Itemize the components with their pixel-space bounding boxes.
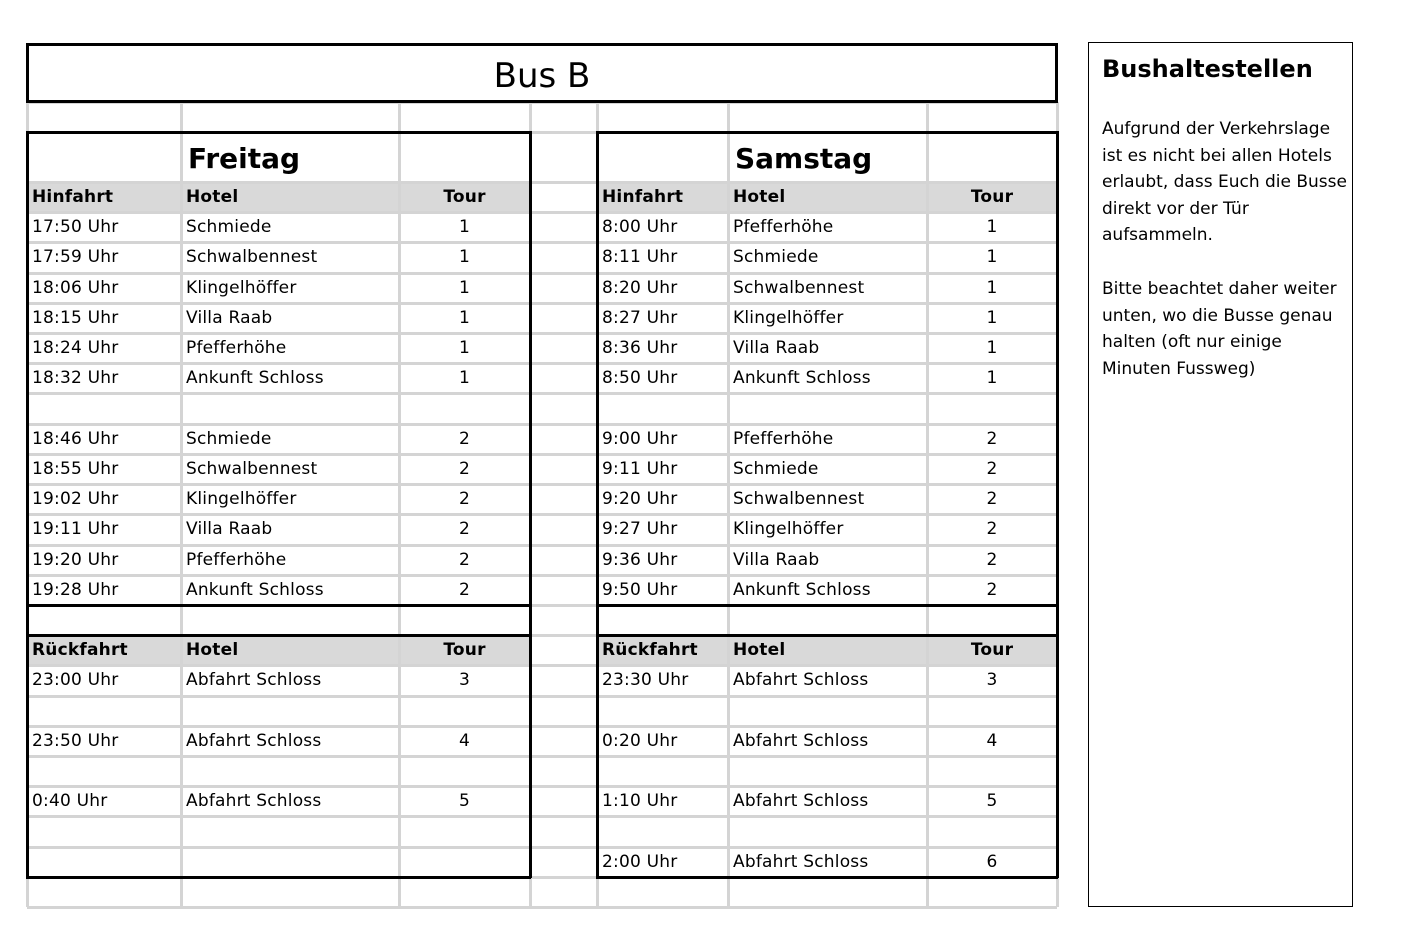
table-cell-tour [927,696,1057,726]
table-cell-time: 8:11 Uhr [602,247,678,267]
table-cell-time: 9:20 Uhr [602,489,678,509]
table-cell-time: 23:50 Uhr [32,731,119,751]
table-cell-time: 23:00 Uhr [32,670,119,690]
table-cell-tour: 1 [986,338,998,358]
table-cell-hotel [186,756,398,786]
table-cell-tour [399,756,530,786]
column-header-hotel: Hotel [733,640,786,660]
table-cell-time: 18:32 Uhr [32,368,119,388]
table-cell-hotel: Schmiede [186,429,272,449]
table-cell-tour [399,696,530,726]
table-cell-tour: 1 [986,278,998,298]
table-cell-tour: 2 [458,459,471,479]
table-cell-hotel: Klingelhöffer [186,489,297,509]
table-cell-tour [399,847,530,877]
table-cell-time [602,696,727,726]
table-cell-hotel: Schmiede [186,217,272,237]
day-heading-freitag: Freitag [188,142,301,175]
table-cell-tour: 2 [986,580,998,600]
column-header-time: Rückfahrt [32,640,128,660]
table-cell-time: 9:11 Uhr [602,459,678,479]
table-cell-hotel: Villa Raab [186,519,273,539]
table-cell-time: 9:00 Uhr [602,429,678,449]
table-cell-time: 18:24 Uhr [32,338,119,358]
table-cell-time: 19:11 Uhr [32,519,119,539]
column-header-hotel: Hotel [186,640,239,660]
table-border [26,131,29,606]
table-cell-time: 8:36 Uhr [602,338,678,358]
info-paragraph-1: Aufgrund der Verkehrslage ist es nicht bei allen Hotels erlaubt, dass Euch die Busse direkt vor der Tür aufsammeln. [1102,119,1347,246]
table-cell-tour [399,393,530,423]
table-cell-hotel: Abfahrt Schloss [733,731,869,751]
table-cell-tour: 1 [458,368,471,388]
table-cell-time: 9:27 Uhr [602,519,678,539]
table-cell-hotel: Schwalbennest [733,278,865,298]
table-cell-tour: 5 [986,791,998,811]
grid-row-line [27,906,1057,909]
table-cell-tour: 2 [986,489,998,509]
table-cell-tour: 2 [986,429,998,449]
table-cell-time: 1:10 Uhr [602,791,678,811]
column-header-tour: Tour [970,640,1014,660]
table-cell-hotel: Ankunft Schloss [186,580,324,600]
table-cell-time: 0:40 Uhr [32,791,108,811]
table-cell-hotel [186,847,398,877]
table-cell-hotel: Schwalbennest [186,247,318,267]
table-cell-time: 19:28 Uhr [32,580,119,600]
table-cell-time: 18:15 Uhr [32,308,119,328]
table-cell-time [602,816,727,846]
table-cell-tour: 1 [986,308,998,328]
table-cell-hotel: Abfahrt Schloss [186,791,322,811]
table-cell-tour: 4 [458,731,471,751]
table-cell-tour: 1 [986,247,998,267]
table-cell-hotel: Schmiede [733,459,819,479]
table-cell-hotel: Abfahrt Schloss [733,791,869,811]
table-cell-tour: 4 [986,731,998,751]
table-cell-tour [927,756,1057,786]
table-cell-time: 18:55 Uhr [32,459,119,479]
table-cell-tour: 1 [986,368,998,388]
table-cell-time: 18:06 Uhr [32,278,119,298]
table-border [26,604,29,878]
table-cell-hotel: Schmiede [733,247,819,267]
table-cell-time [32,696,180,726]
table-cell-hotel: Abfahrt Schloss [733,670,869,690]
table-cell-hotel: Schwalbennest [186,459,318,479]
table-cell-hotel: Villa Raab [733,338,820,358]
day-heading-samstag: Samstag [735,142,873,175]
table-cell-tour: 1 [458,308,471,328]
table-cell-hotel: Ankunft Schloss [733,368,871,388]
table-cell-time [32,756,180,786]
table-cell-tour: 3 [986,670,998,690]
table-cell-time [32,816,180,846]
table-cell-tour: 2 [986,459,998,479]
table-cell-tour: 1 [458,278,471,298]
table-cell-time [602,756,727,786]
table-cell-hotel: Klingelhöffer [733,308,844,328]
table-cell-hotel: Schwalbennest [733,489,865,509]
table-cell-time: 19:20 Uhr [32,550,119,570]
table-cell-hotel: Pfefferhöhe [186,550,287,570]
table-border [596,604,599,878]
table-cell-time: 23:30 Uhr [602,670,689,690]
table-cell-tour: 2 [986,550,998,570]
table-cell-hotel: Abfahrt Schloss [733,852,869,872]
table-cell-tour [927,816,1057,846]
table-cell-tour: 2 [458,519,471,539]
table-cell-hotel: Klingelhöffer [186,278,297,298]
info-panel [1088,42,1353,907]
table-cell-time [602,393,727,423]
table-cell-time: 8:27 Uhr [602,308,678,328]
table-cell-time: 9:36 Uhr [602,550,678,570]
column-header-hotel: Hotel [733,187,786,207]
table-cell-hotel: Villa Raab [733,550,820,570]
table-cell-hotel: Abfahrt Schloss [186,731,322,751]
table-cell-time: 9:50 Uhr [602,580,678,600]
table-cell-tour: 6 [986,852,998,872]
table-cell-tour [927,393,1057,423]
table-cell-hotel: Ankunft Schloss [186,368,324,388]
table-cell-tour: 2 [458,580,471,600]
table-cell-time: 17:59 Uhr [32,247,119,267]
table-cell-time [32,393,180,423]
table-cell-tour: 1 [458,338,471,358]
table-cell-tour: 2 [458,489,471,509]
table-cell-tour: 1 [458,217,471,237]
table-cell-hotel: Villa Raab [186,308,273,328]
table-cell-hotel [733,393,926,423]
table-cell-time: 8:50 Uhr [602,368,678,388]
table-cell-hotel [733,756,926,786]
column-header-hotel: Hotel [186,187,239,207]
table-cell-tour: 2 [458,550,471,570]
column-header-tour: Tour [970,187,1014,207]
table-cell-hotel: Pfefferhöhe [733,217,834,237]
table-cell-tour: 1 [986,217,998,237]
table-cell-time: 2:00 Uhr [602,852,678,872]
table-cell-hotel: Pfefferhöhe [186,338,287,358]
table-cell-hotel [733,816,926,846]
table-cell-time: 19:02 Uhr [32,489,119,509]
table-cell-tour: 2 [986,519,998,539]
table-cell-hotel: Klingelhöffer [733,519,844,539]
info-heading: Bushaltestellen [1102,55,1313,83]
column-header-tour: Tour [443,640,486,660]
table-cell-hotel [186,393,398,423]
table-cell-hotel: Ankunft Schloss [733,580,871,600]
table-cell-time [32,847,180,877]
column-header-time: Hinfahrt [602,187,684,207]
table-cell-time: 8:20 Uhr [602,278,678,298]
column-header-time: Rückfahrt [602,640,698,660]
table-cell-time: 18:46 Uhr [32,429,119,449]
table-cell-tour: 5 [458,791,471,811]
table-cell-time: 8:00 Uhr [602,217,678,237]
table-cell-tour [399,816,530,846]
table-cell-tour: 3 [458,670,471,690]
table-cell-hotel: Pfefferhöhe [733,429,834,449]
title-border-right [1055,43,1058,103]
table-cell-hotel: Abfahrt Schloss [186,670,322,690]
table-cell-time: 0:20 Uhr [602,731,678,751]
table-cell-time: 17:50 Uhr [32,217,119,237]
table-cell-hotel [186,696,398,726]
table-cell-hotel [186,816,398,846]
page-title: Bus B [493,56,591,96]
table-cell-tour: 2 [458,429,471,449]
table-cell-tour: 1 [458,247,471,267]
info-paragraph-2: Bitte beachtet daher weiter unten, wo die Busse genau halten (oft nur einige Minuten Fussweg) [1102,279,1337,379]
table-border [596,131,599,606]
table-cell-hotel [733,696,926,726]
column-header-time: Hinfahrt [32,187,114,207]
column-header-tour: Tour [443,187,486,207]
